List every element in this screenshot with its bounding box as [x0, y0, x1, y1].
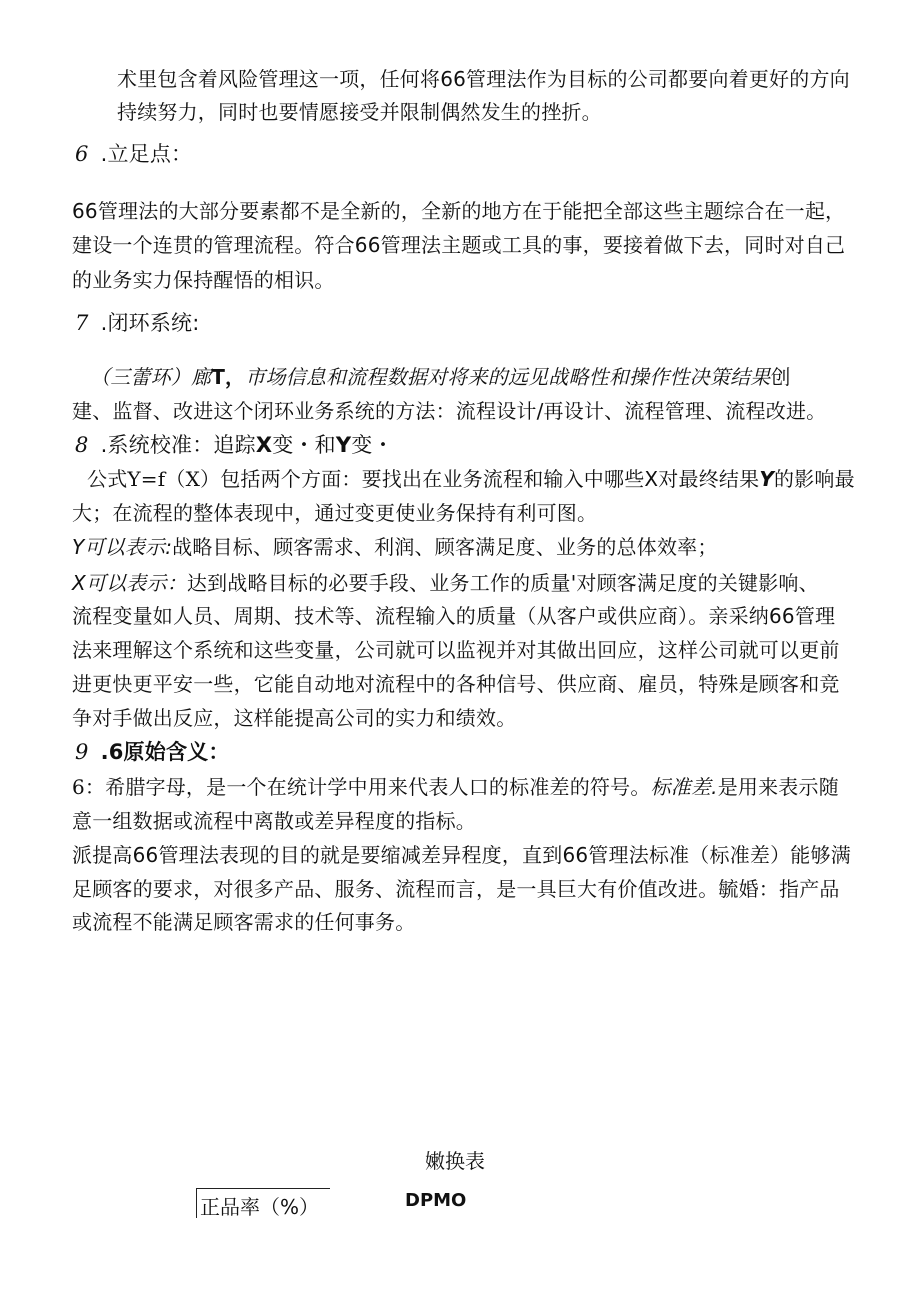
section-title: Y: [335, 433, 352, 457]
paragraph-line: 66管理法的大部分要素都不是全新的，全新的地方在于能把全部这些主题综合在一起，: [72, 199, 846, 223]
section-number: 8: [75, 433, 89, 457]
paragraph-line: 争对手做出反应，这样能提高公司的实力和绩效。: [72, 706, 517, 730]
text-fragment: Y: [759, 467, 774, 491]
text-fragment: Y可以表示:: [72, 535, 173, 559]
text-fragment: 达到战略目标的必要手段、业务工作的质量'对顾客满足度的关键影响、: [186, 571, 819, 595]
section-heading-6: [75, 142, 192, 166]
text-fragment: 市场信息和流程数据对将来的远见战略性和操作性决策结果: [245, 365, 771, 389]
text-fragment: 创: [770, 365, 791, 389]
paragraph-line: 大；在流程的整体表现中，通过变更使业务保持有利可图。: [72, 501, 598, 525]
text-fragment: 希腊字母，是一个在统计学中用来代表人口的标准差的符号。: [105, 775, 651, 799]
paragraph-line: [72, 775, 839, 799]
paragraph-line: 持续努力，同时也要情愿接受并限制偶然发生的挫折。: [117, 100, 602, 124]
paragraph-line: [72, 571, 819, 595]
text-fragment: T，: [211, 365, 246, 389]
section-number: 9: [75, 740, 89, 764]
section-title: .闭环系统:: [100, 311, 200, 335]
section-heading-9: [75, 740, 230, 764]
table-title: 嫩换表: [425, 1149, 485, 1173]
section-heading-8: [75, 433, 394, 457]
paragraph-line: [87, 467, 855, 491]
text-fragment: （三蕾环）廊: [90, 365, 212, 389]
text-fragment: 包括两个方面：要找出在业务流程和输入中哪些X对最终结果: [220, 467, 760, 491]
section-heading-7: [75, 311, 200, 335]
section-title: .6原始含义：: [100, 740, 230, 764]
section-title: 变・和: [272, 433, 336, 457]
paragraph-line: 派提高66管理法表现的目的就是要缩减差异程度，直到66管理法标准（标准差）能够满: [72, 843, 851, 867]
formula: 公式Y=f（X）: [87, 467, 221, 491]
section-title: X: [255, 433, 273, 457]
paragraph-line: 或流程不能满足顾客需求的任何事务。: [72, 910, 416, 934]
section-number: 6: [75, 142, 89, 166]
text-fragment: 6：: [72, 775, 106, 799]
paragraph-line: 建、监督、改进这个闭环业务系统的方法：流程设计/再设计、流程管理、流程改进。: [72, 399, 827, 423]
text-fragment: 是用来表示随: [717, 775, 839, 799]
paragraph-line: 足顾客的要求，对很多产品、服务、流程而言，是一具巨大有价值改进。毓婚：指产品: [72, 877, 840, 901]
table-header-yield: 正品率（%）: [200, 1195, 320, 1219]
text-fragment: 战略目标、顾客需求、利润、顾客满足度、业务的总体效率；: [172, 535, 718, 559]
section-number: 7: [75, 311, 89, 335]
paragraph-line: 意一组数据或流程中离散或差异程度的指标。: [72, 809, 476, 833]
paragraph-line: 进更快更平安一些，它能自动地对流程中的各种信号、供应商、雇员，特殊是顾客和竞: [72, 672, 840, 696]
paragraph-line: [72, 535, 718, 559]
paragraph-line: 建设一个连贯的管理流程。符合66管理法主题或工具的事，要接着做下去，同时对自己: [72, 233, 846, 257]
table-header-dpmo: DPMO: [405, 1190, 467, 1211]
paragraph-line: 法来理解这个系统和这些变量，公司就可以监视并对其做出回应，这样公司就可以更前: [72, 638, 840, 662]
section-title: .立足点：: [100, 142, 193, 166]
section-title: .系统校准：追踪: [100, 433, 256, 457]
paragraph-line: [90, 365, 791, 389]
text-fragment: X可以表示：: [72, 571, 187, 595]
text-fragment: 的影响最: [774, 467, 855, 491]
section-title: 变・: [351, 433, 394, 457]
text-fragment: 标准差.: [650, 775, 718, 799]
paragraph-line: 流程变量如人员、周期、技术等、流程输入的质量（从客户或供应商）。亲采纳66管理: [72, 604, 836, 628]
paragraph-line: 的业务实力保持醒悟的相识。: [72, 268, 335, 292]
paragraph-line: 术里包含着风险管理这一项，任何将66管理法作为目标的公司都要向着更好的方向: [117, 67, 850, 91]
